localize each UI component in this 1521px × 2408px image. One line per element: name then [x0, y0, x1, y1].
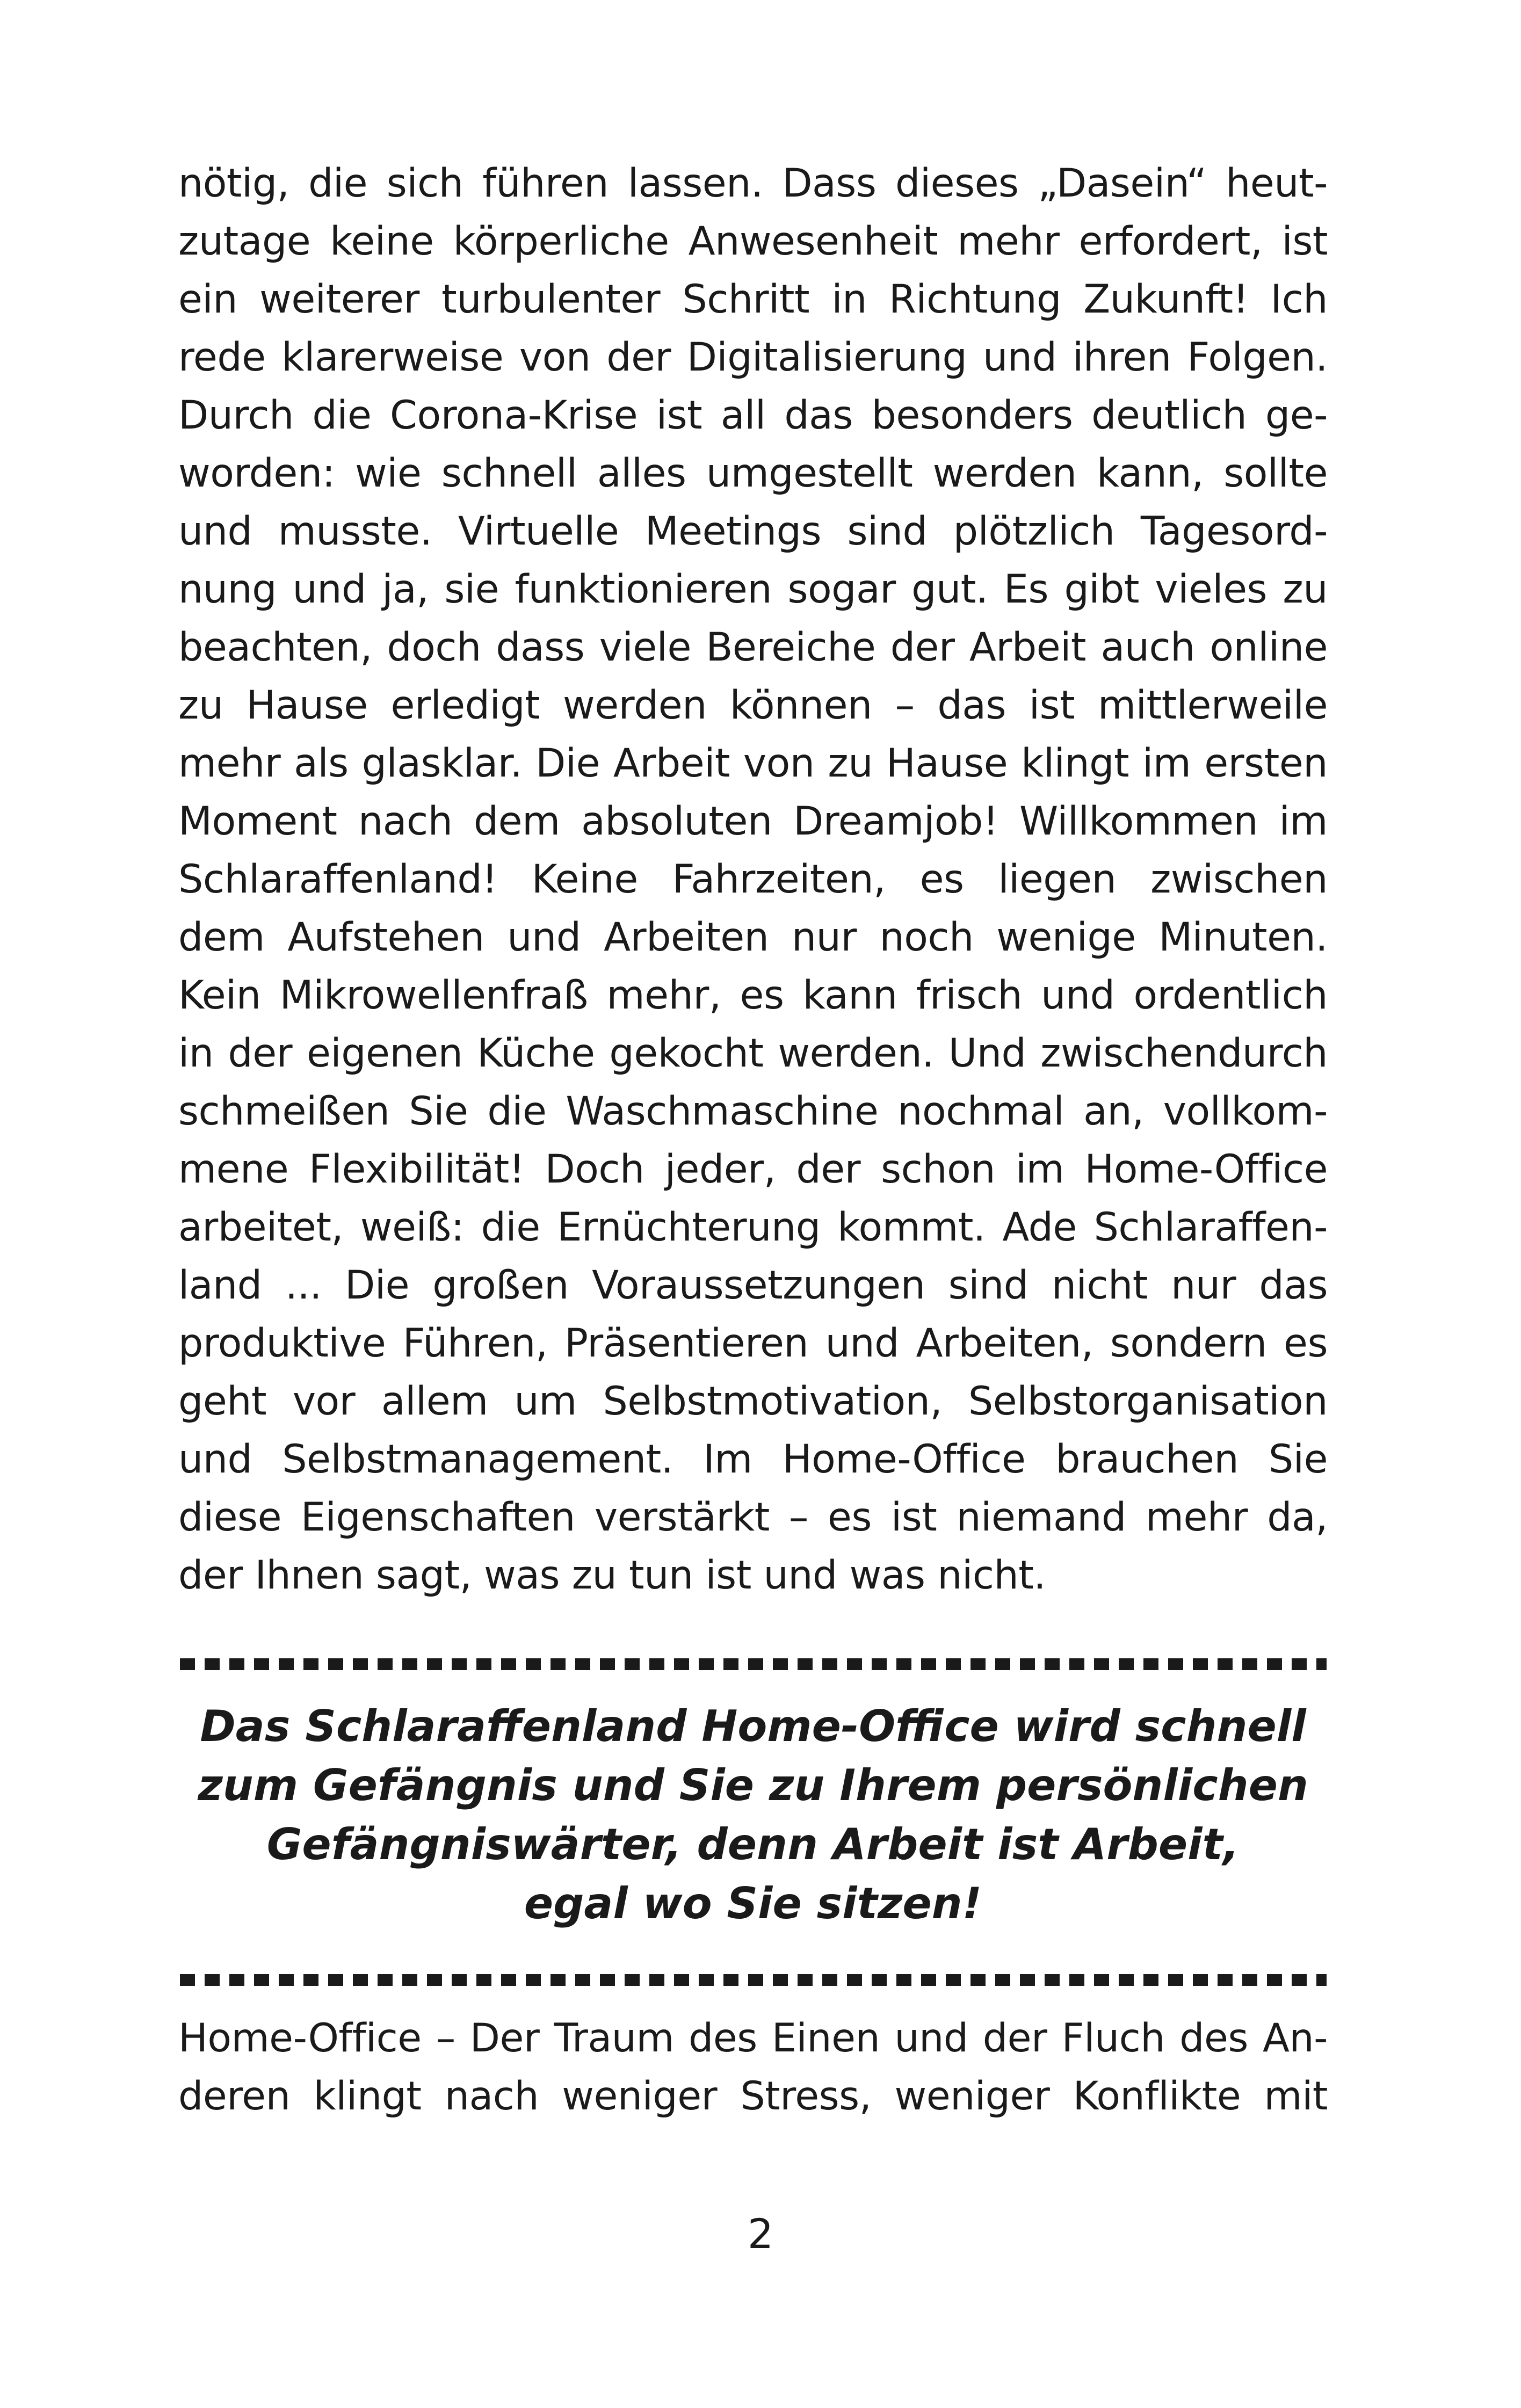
text-line: mene Flexibilität! Doch jeder, der schon im Home-Office — [178, 1147, 1328, 1192]
text-line: mehr als glasklar. Die Arbeit von zu Hause klingt im ersten — [178, 741, 1328, 786]
text-line: Durch die Corona-Krise ist all das besonders deutlich ge- — [178, 393, 1328, 438]
text-line: land ... Die großen Voraussetzungen sind nicht nur das — [178, 1263, 1328, 1308]
text-line: in der eigenen Küche gekocht werden. Und zwischendurch — [178, 1031, 1328, 1076]
text-line: rede klarerweise von der Digitalisierung und ihren Folgen. — [178, 335, 1328, 380]
text-line: zutage keine körperliche Anwesenheit mehr erfordert, ist — [178, 219, 1328, 264]
text-line: beachten, doch dass viele Bereiche der Arbeit auch online — [178, 625, 1328, 670]
dotted-divider-top — [180, 1658, 1327, 1670]
text-line: und Selbstmanagement. Im Home-Office brauchen Sie — [178, 1437, 1328, 1482]
body-paragraph — [178, 2010, 1328, 2126]
text-line: schmeißen Sie die Waschmaschine nochmal an, vollkom- — [178, 1089, 1328, 1134]
text-line: geht vor allem um Selbstmotivation, Selbstorganisation — [178, 1379, 1328, 1424]
text-line: diese Eigenschaften verstärkt – es ist niemand mehr da, — [178, 1495, 1328, 1540]
text-line: nötig, die sich führen lassen. Dass dieses „Dasein“ heut- — [178, 161, 1328, 206]
pull-quote — [178, 1697, 1328, 1933]
text-line: dem Aufstehen und Arbeiten nur noch wenige Minuten. — [178, 915, 1328, 960]
dotted-divider-bottom — [180, 1974, 1327, 1986]
text-line: deren klingt nach weniger Stress, weniger Konflikte mit — [178, 2073, 1328, 2119]
text-line: Schlaraffenland! Keine Fahrzeiten, es liegen zwischen — [178, 857, 1328, 902]
text-line: Moment nach dem absoluten Dreamjob! Willkommen im — [178, 799, 1328, 844]
text-line: worden: wie schnell alles umgestellt werden kann, sollte — [178, 451, 1328, 496]
text-line: ein weiterer turbulenter Schritt in Richtung Zukunft! Ich — [178, 277, 1328, 322]
quote-line: Das Schlaraffenland Home-Office wird schnell — [200, 1701, 1306, 1751]
text-line: produktive Führen, Präsentieren und Arbeiten, sondern es — [178, 1321, 1328, 1366]
text-line: Home-Office – Der Traum des Einen und der Fluch des An- — [178, 2015, 1328, 2061]
text-line: nung und ja, sie funktionieren sogar gut. Es gibt vieles zu — [178, 567, 1328, 612]
quote-line: egal wo Sie sitzen! — [524, 1878, 982, 1928]
text-line: zu Hause erledigt werden können – das ist mittlerweile — [178, 683, 1328, 728]
text-line: Kein Mikrowellenfraß mehr, es kann frisch und ordentlich — [178, 973, 1328, 1018]
quote-line: Gefängniswärter, denn Arbeit ist Arbeit, — [266, 1819, 1240, 1869]
page-number: 2 — [747, 2210, 774, 2258]
text-line: der Ihnen sagt, was zu tun ist und was nicht. — [178, 1553, 1046, 1598]
text-line: und musste. Virtuelle Meetings sind plötzlich Tagesord- — [178, 509, 1328, 554]
quote-line: zum Gefängnis und Sie zu Ihrem persönlichen — [198, 1760, 1308, 1810]
text-line: arbeitet, weiß: die Ernüchterung kommt. Ade Schlaraffen- — [178, 1205, 1328, 1250]
body-paragraph — [178, 155, 1328, 1605]
